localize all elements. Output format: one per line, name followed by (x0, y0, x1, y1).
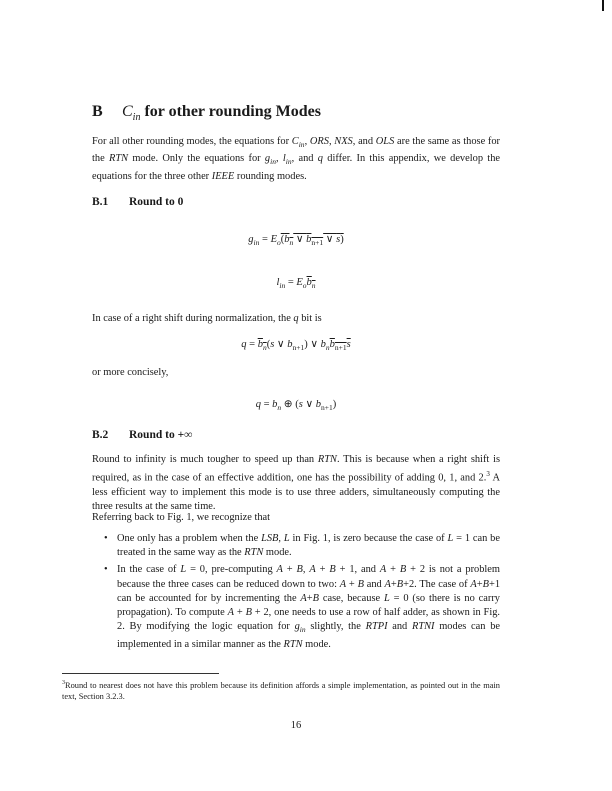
footnote-rule (62, 673, 219, 674)
subsection-b2-heading: B.2 Round to +∞ (92, 429, 193, 441)
equation-q: $q = b_n(s$ ∨ $b_{n+1}$) ∨ $b_nb_{n+1}\overline{s}$ (241, 339, 351, 353)
equation-gin: $g_{in} = E_o(b_n$ ∨ $b_{n+1}$ ∨ s) (248, 234, 344, 248)
page-number: 16 (290, 720, 302, 731)
section-heading (92, 103, 532, 123)
equation-q-concise: $q = b_n$ ⊕ (s ∨ $b_{n+1}$) (255, 399, 337, 413)
equation-lin: $l_{in} = E_ob_n$ (276, 277, 316, 291)
footnote: $^3$Round to nearest does not have this problem because its definition affords a simple implementation, as pointed out in the main text, Section 3.2.3. (62, 680, 500, 702)
concise-text: or more concisely, (92, 367, 169, 378)
list-item: • One only has a problem when the LSB, L in Fig. 1, is zero because the case of L = 1 can be treated in the same way as the RTN mode. (104, 533, 500, 559)
section-title-text: for other rounding Modes (144, 103, 321, 120)
section-symbol: $C_{in}$ (122, 103, 141, 124)
intro-paragraph: For all other rounding modes, the equations for $C_{in}$, ORS, NXS, and OLS are the same as those for the RTN mode. Only the equations for $g_{in}$, $l_{in}$, and q differ. In this appendix, we develop the equations for the three other IEEE rounding modes. (92, 136, 501, 182)
section-number: B (92, 103, 103, 120)
shift-paragraph: In case of a right shift during normalization, the q bit is (92, 313, 322, 324)
page-edge-mark (602, 0, 604, 11)
list-item: • In the case of L = 0, pre-computing A + B, A + B + 1, and A + B + 2 is not a problem because the three cases can be reduced down to two: A + B and A+B+2. The case of A+B+1 can be accounted for by incrementing the A+B case, because L = 0 (so there is no carry propagation). To compute A + B + 2, one needs to use a row of half adder, as shown in Fig. 2. By modifying the logic equation for $g_{in}$ slightly, the RTPI and RTNI modes can be implemented in a similar manner as the RTN mode. (104, 564, 501, 650)
subsection-b1-heading: B.1 Round to 0 (92, 196, 184, 208)
b2-paragraph-1: Round to infinity is much tougher to speed up than RTN. This is because when a right shift is required, as in the case of an effective addition, one has the possibility of adding 0, 1, and 2.$^3$ A less efficient way to implement this mode is to use three adders, simultaneously computing the three results at the same time. (92, 454, 501, 513)
b2-paragraph-2: Referring back to Fig. 1, we recognize that (92, 512, 271, 523)
bullet-list (104, 532, 500, 655)
